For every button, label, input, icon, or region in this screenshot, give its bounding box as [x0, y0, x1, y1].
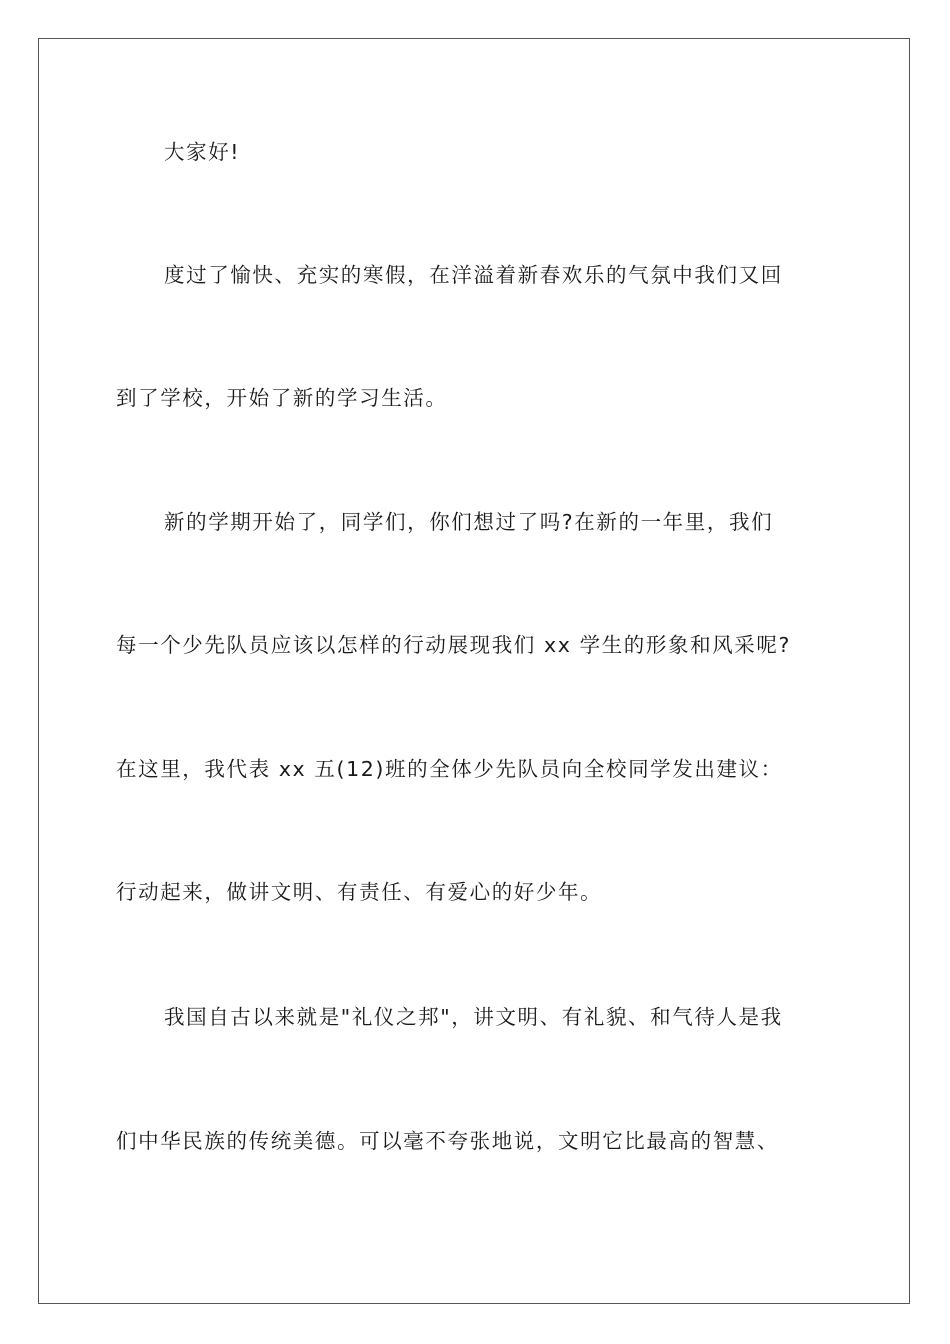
paragraph-2-line-4: 行动起来，做讲文明、有责任、有爱心的好少年。	[116, 880, 603, 904]
paragraph-3-line-1: 我国自古以来就是"礼仪之邦"，讲文明、有礼貌、和气待人是我	[164, 1005, 783, 1029]
paragraph-1-line-2: 到了学校，开始了新的学习生活。	[116, 386, 448, 410]
paragraph-2-line-3: 在这里，我代表 xx 五(12)班的全体少先队员向全校同学发出建议：	[116, 757, 783, 781]
paragraph-3-line-2: 们中华民族的传统美德。可以毫不夸张地说，文明它比最高的智慧、	[116, 1129, 779, 1153]
page-frame	[38, 38, 910, 1304]
paragraph-2-line-1: 新的学期开始了，同学们，你们想过了吗?在新的一年里，我们	[164, 510, 774, 534]
paragraph-1-line-1: 度过了愉快、充实的寒假，在洋溢着新春欢乐的气氛中我们又回	[164, 263, 783, 287]
greeting-line: 大家好!	[164, 140, 241, 164]
paragraph-2-line-2: 每一个少先队员应该以怎样的行动展现我们 xx 学生的形象和风采呢?	[116, 633, 791, 657]
